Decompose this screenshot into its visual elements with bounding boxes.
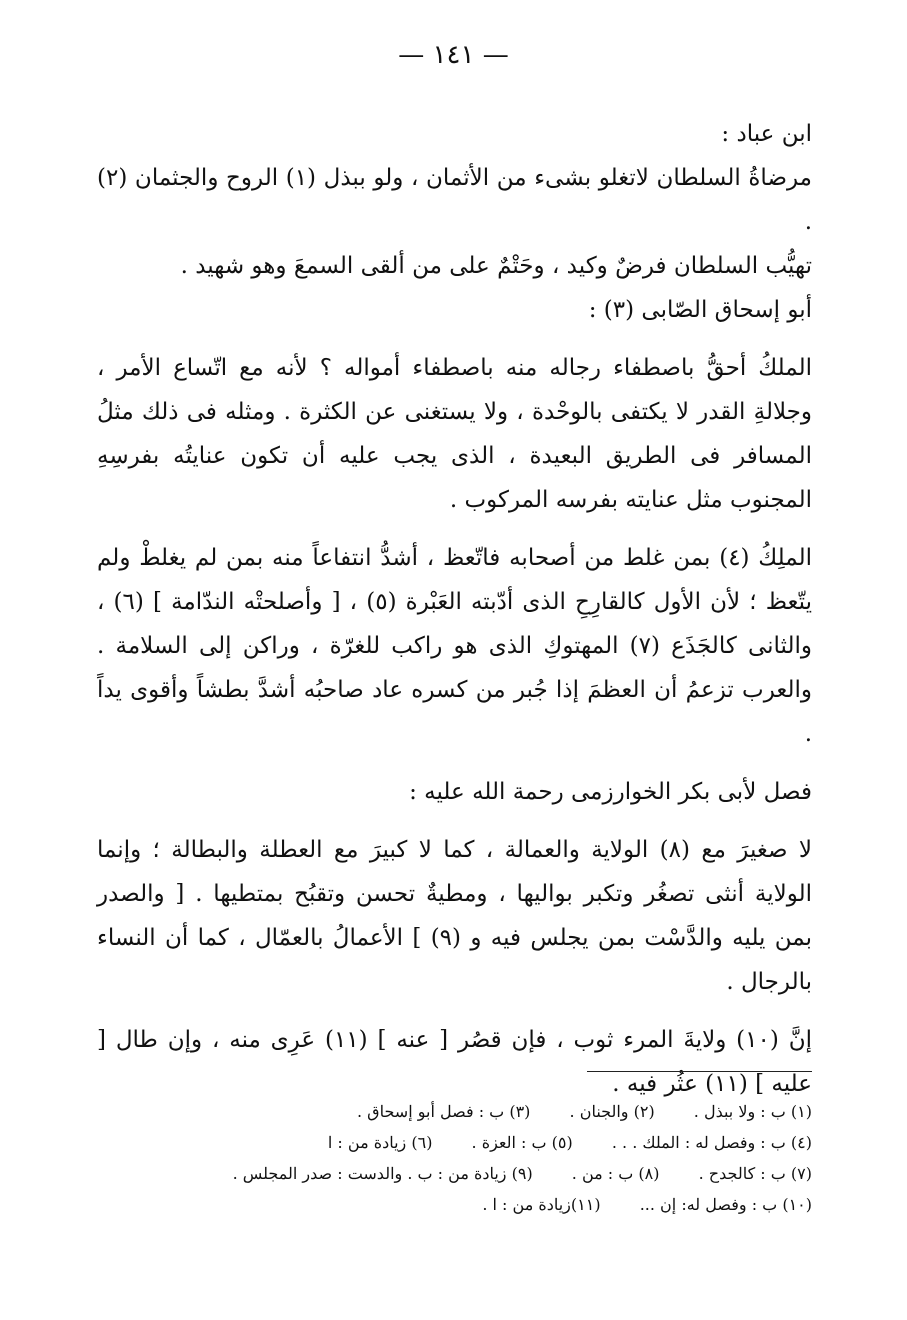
saying-paragraph: إنَّ (١٠) ولايةَ المرء ثوب ، فإن قصُر [ عنه ] (١١) عَرِى منه ، وإن طال [ عليه ] (١١) عثُر فيه . [97,1027,812,1097]
footnote: (١١)زيادة من : ا . [482,1195,601,1214]
footnote: (١٠) ب : وفصل له: إن ... [639,1195,812,1214]
footnote-line [97,1189,812,1220]
footnote: (٦) زيادة من : ا [327,1133,433,1152]
saying-paragraph: مرضاةُ السلطان لاتغلو بشىء من الأثمان ، ولو ببذل (١) الروح والجثمان (٢) . [97,165,812,235]
footnote: (٥) ب : العزة . [471,1133,573,1152]
footnotes [97,1096,812,1220]
footnote-divider [587,1071,812,1072]
footnote: (٤) ب : وفصل له : الملك . . . [611,1133,812,1152]
author-heading-abu-ishaq: أبو إسحاق الصّابى (٣) : [588,297,812,323]
footnote: (٧) ب : كالجدح . [698,1164,812,1183]
section-heading-khwarizmi: فصل لأبى بكر الخوارزمى رحمة الله عليه : [409,779,812,805]
footnote: (٢) والجنان . [569,1102,655,1121]
saying-paragraph: تهيُّب السلطان فرضٌ وكيد ، وحَتْمٌ على من ألقى السمعَ وهو شهيد . [180,253,812,279]
footnote: (١) ب : ولا ببذل . [693,1102,812,1121]
saying-paragraph: لا صغيرَ مع (٨) الولاية والعمالة ، كما لا كبيرَ مع العطلة والبطالة ؛ وإنما الولاية أنثى تصغُر وتكبر بواليها ، ومطيةٌ تحسن وتقبُح بمتطيها . [ والصدر بمن يليه والدَّسْت بمن يجلس فيه و (٩) ] الأعمالُ بالعمّال ، كما أن النساء بالرجال . [97,837,813,995]
footnote-line [97,1158,812,1189]
footnote-line [97,1127,812,1158]
footnote: (٨) ب : من . [571,1164,660,1183]
footnote: (٩) زيادة من : ب . والدست : صدر المجلس . [232,1164,533,1183]
page-number: — ١٤١ — [398,40,509,70]
footnote: (٣) ب : فصل أبو إسحاق . [357,1102,531,1121]
footnote-line [97,1096,812,1127]
author-heading-ibn-abbad: ابن عباد : [721,121,812,147]
saying-paragraph: الملكُ أحقُّ باصطفاء رجاله منه باصطفاء أمواله ؟ لأنه مع اتّساع الأمر ، وجلالةِ القدر لا يكتفى بالوحْدة ، ولا يستغنى عن الكثرة . ومثله فى ذلك مثلُ المسافر فى الطريق البعيدة ، الذى يجب عليه أن تكون عنايتُه بفرسِهِ المجنوب مثل عنايته بفرسه المركوب . [97,355,812,513]
main-text [97,112,812,1106]
saying-paragraph: الملِكُ (٤) بمن غلط من أصحابه فاتّعظ ، أشدُّ انتفاعاً منه بمن لم يغلطْ ولم يتّعظ ؛ لأن الأول كالقارِحِ الذى أدّبته العَبْرة (٥) ، [ وأصلحتْه الندّامة ] (٦) ، والثانى كالجَذَع (٧) المهتوكِ الذى هو راكب للغرّة ، وراكن إلى السلامة . والعرب تزعمُ أن العظمَ إذا جُبر من كسره عاد صاحبُه أشدَّ بطشاً وأقوى يداً . [97,545,812,747]
